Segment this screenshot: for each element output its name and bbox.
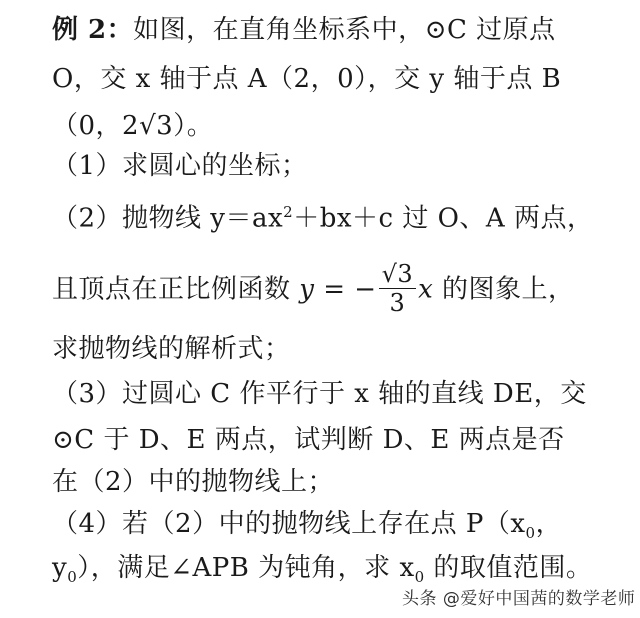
question-1: （1）求圆心的坐标； (52, 151, 308, 181)
question-2-line-1: （2）抛物线 $y=ax^2+bx+c$ 过 O、A 两点， (52, 203, 594, 234)
fraction-numerator: √3 (379, 260, 417, 289)
fraction (379, 260, 417, 317)
sqrt-expression: √3 (139, 111, 174, 141)
question-3-line-3: 在（2）中的抛物线上； (52, 467, 335, 497)
intro-line-2: O，交 x 轴于点 A（2，0），交 y 轴于点 B (52, 64, 562, 94)
equation-lhs: y = − (299, 274, 377, 305)
question-2-line-2: 且顶点在正比例函数 y = − $\frac{√3}{3}$ x 的图象上， (52, 260, 575, 317)
question-3-line-2: ⊙C 于 D、E 两点，试判断 D、E 两点是否 (52, 425, 565, 455)
question-4-line-1: （4）若（2）中的抛物线上存在点 $P(x_0$， (52, 509, 563, 543)
fraction-denominator: 3 (389, 289, 406, 317)
question-2-line-3: 求抛物线的解析式； (52, 334, 291, 364)
question-3-line-1: （3）过圆心 C 作平行于 x 轴的直线 DE，交 (52, 379, 587, 409)
question-4-line-2: $y_0$），满足∠APB 为钝角，求 $x_0$ 的取值范围。 (52, 553, 593, 587)
example-label: 例 2： (52, 15, 134, 45)
intro-line-3: （0，2√3）。 (52, 111, 214, 141)
intro-line-1: 例 2：如图，在直角坐标系中，⊙C 过原点 (52, 15, 556, 45)
watermark: 头条 @爱好中国茜的数学老师 (402, 589, 636, 609)
